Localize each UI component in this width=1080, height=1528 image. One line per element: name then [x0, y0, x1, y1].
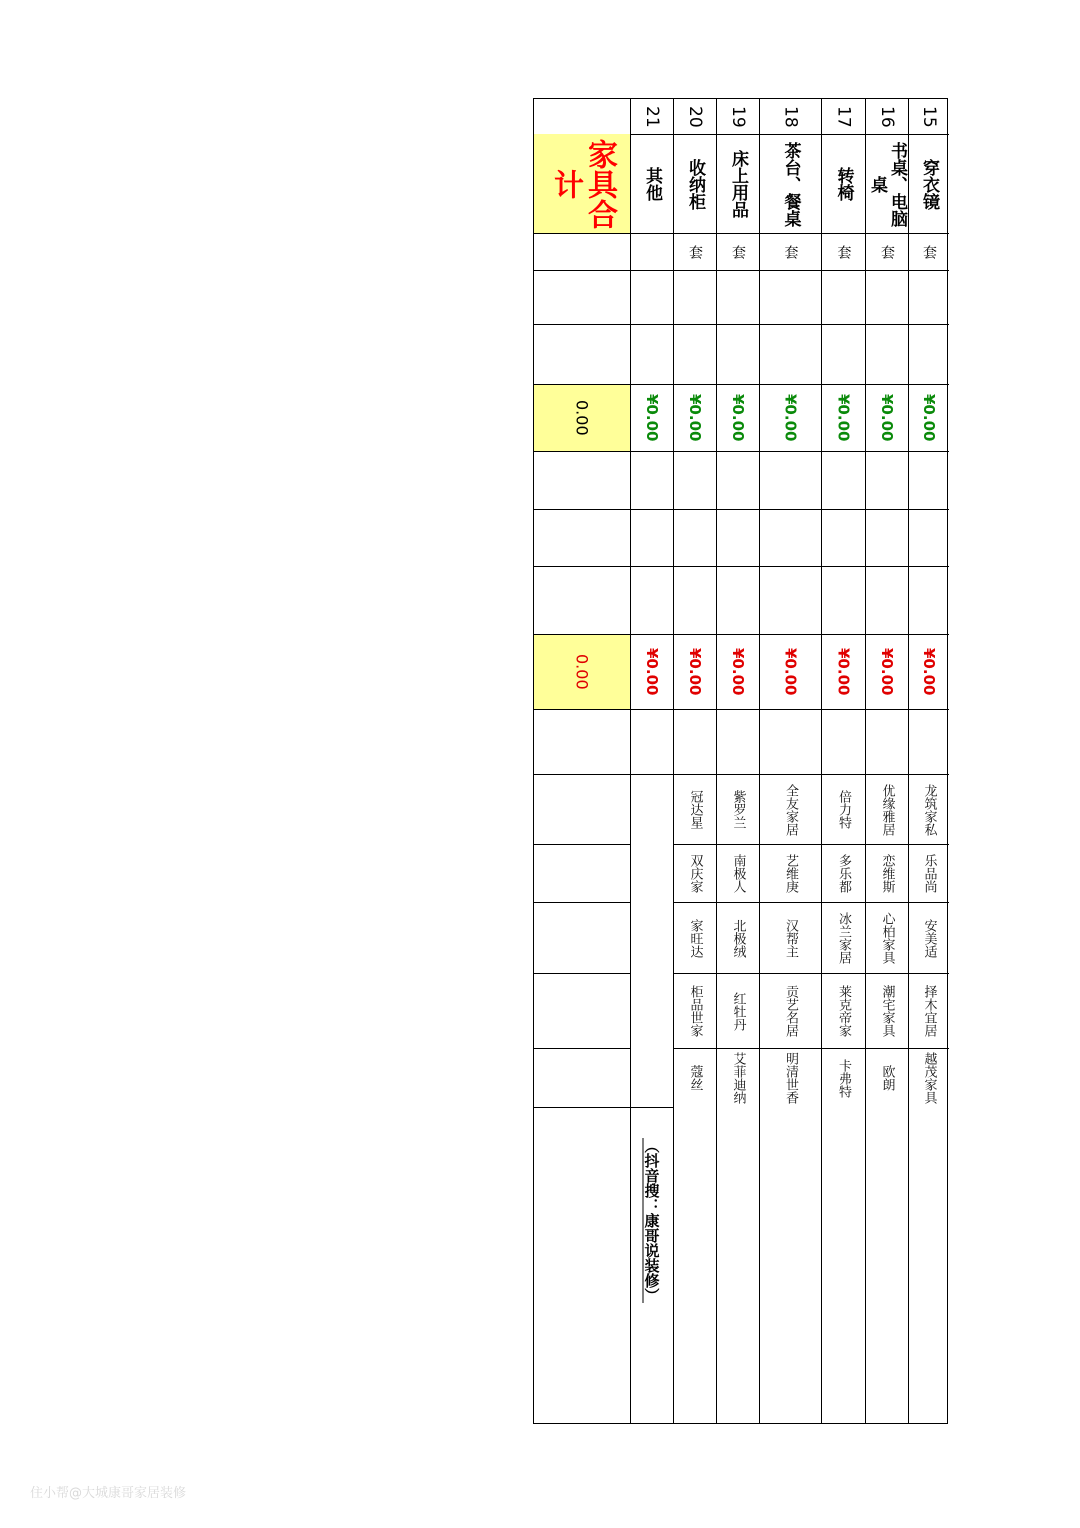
subtotal-value: ¥0.00: [834, 394, 853, 442]
blank-cell: [534, 324, 630, 384]
item-number: 15: [919, 105, 939, 128]
unit-cell: [760, 233, 821, 270]
brand-cell: [909, 902, 949, 973]
amount-value: ¥0.00: [920, 648, 938, 696]
subtotal-value: ¥0.00: [920, 394, 938, 442]
item-name: 收纳柜: [685, 158, 705, 210]
subtotal-value: ¥0.00: [643, 394, 661, 442]
brand-cell: [674, 1048, 716, 1107]
brand-name: 越茂家具: [921, 1052, 937, 1104]
quantity-cell[interactable]: [717, 270, 759, 324]
total-amount-cell: [534, 634, 630, 709]
item-name-cell: [674, 134, 716, 233]
unit-cell: [822, 233, 865, 270]
total-amount-value: 0.00: [572, 654, 592, 690]
unit-price-cell[interactable]: [866, 324, 908, 384]
amount-cell: [674, 634, 716, 709]
unit-cell: [631, 233, 673, 270]
blank-cell[interactable]: [674, 451, 716, 509]
item-name-cell: [717, 134, 759, 233]
brand-name: 心柏家具: [879, 912, 895, 964]
brand-name: 龙筑家私: [921, 783, 937, 836]
brand-cell: [866, 902, 908, 973]
item-name: 穿衣镜: [919, 158, 939, 210]
brand-name: 欧朗: [879, 1065, 895, 1091]
brand-cell: [760, 902, 821, 973]
amount-cell: [909, 634, 949, 709]
total-subtotal-value: 0.00: [572, 400, 592, 436]
brand-name: 倍力特: [836, 790, 851, 829]
total-subtotal-cell: [534, 384, 630, 451]
blank-cell[interactable]: [717, 509, 759, 566]
brand-name: 贡艺名居: [783, 985, 798, 1037]
quantity-cell[interactable]: [822, 270, 865, 324]
item-number-cell: [631, 99, 673, 134]
subtotal-value: ¥0.00: [729, 394, 747, 442]
blank-cell: [534, 509, 630, 566]
brand-cell: [674, 973, 716, 1048]
subtotal-cell: [717, 384, 759, 451]
brand-cell: [822, 973, 865, 1048]
blank-cell[interactable]: [909, 509, 949, 566]
brand-name: 恋维斯: [879, 854, 895, 893]
table-row: [821, 99, 865, 1423]
blank-cell: [534, 709, 630, 774]
brand-name: 多乐都: [836, 854, 851, 893]
item-unit: 套: [730, 245, 746, 259]
item-number-cell: [866, 99, 908, 134]
amount-cell: [822, 634, 865, 709]
amount-value: ¥0.00: [686, 648, 704, 696]
unit-cell: [674, 233, 716, 270]
brand-cell: [760, 774, 821, 844]
item-name-cell: [760, 134, 821, 233]
item-number: 21: [642, 105, 662, 128]
quantity-cell[interactable]: [866, 270, 908, 324]
total-title: 家具合计: [548, 138, 617, 229]
brand-name: 汉帮主: [783, 918, 798, 958]
blank-cell[interactable]: [631, 451, 673, 509]
brand-name: 冰兰家居: [836, 912, 851, 964]
brand-name: 紫罗兰: [730, 790, 746, 829]
blank-cell[interactable]: [866, 566, 908, 634]
blank-cell: [534, 566, 630, 634]
subtotal-value: ¥0.00: [781, 394, 800, 442]
subtotal-cell: [909, 384, 949, 451]
item-number: 20: [685, 105, 705, 128]
blank-cell[interactable]: [674, 566, 716, 634]
brand-name: 双庆家: [687, 854, 703, 893]
brand-cell: [866, 844, 908, 902]
brand-name: 红牡丹: [730, 991, 746, 1031]
brand-cell: [866, 1048, 908, 1107]
blank-cell: [534, 233, 630, 270]
brand-cell: [674, 774, 716, 844]
blank-cell[interactable]: [909, 566, 949, 634]
remark-cell[interactable]: [866, 709, 908, 774]
brand-name: 乐品尚: [921, 854, 937, 893]
brand-cell: [822, 1048, 865, 1107]
blank-cell[interactable]: [631, 566, 673, 634]
blank-cell[interactable]: [822, 509, 865, 566]
brand-name: 莱克帝家: [836, 985, 851, 1037]
brand-cell: [674, 902, 716, 973]
remark-cell[interactable]: [822, 709, 865, 774]
subtotal-cell: [822, 384, 865, 451]
subtotal-cell: [866, 384, 908, 451]
table-row: [630, 99, 673, 1423]
blank-cell[interactable]: [717, 451, 759, 509]
amount-value: ¥0.00: [834, 648, 853, 696]
subtotal-cell: [674, 384, 716, 451]
blank-cell: [534, 844, 630, 902]
blank-cell: [534, 1107, 630, 1425]
blank-cell[interactable]: [760, 509, 821, 566]
brand-cell: [717, 774, 759, 844]
item-number-cell: [760, 99, 821, 134]
item-name-cell: [909, 134, 949, 233]
amount-value: ¥0.00: [643, 648, 661, 696]
brand-name: 择木宜居: [921, 985, 937, 1037]
brand-cell: [822, 774, 865, 844]
item-name-cell: [822, 134, 865, 233]
brand-name: 卡弗特: [836, 1058, 851, 1098]
brand-cell: [822, 844, 865, 902]
brand-name: 冠达星: [687, 790, 703, 829]
item-name: 书桌、电脑桌: [867, 141, 907, 227]
quantity-cell[interactable]: [909, 270, 949, 324]
brand-name: 柜品世家: [687, 985, 703, 1037]
table-row: [716, 99, 759, 1423]
remark-cell[interactable]: [674, 709, 716, 774]
remark-cell[interactable]: [909, 709, 949, 774]
blank-cell: [534, 774, 630, 844]
brand-name: 艺维庚: [783, 854, 798, 893]
amount-cell: [866, 634, 908, 709]
table-row: [759, 99, 821, 1423]
remark-cell[interactable]: [760, 709, 821, 774]
brand-name: 南极人: [730, 854, 746, 893]
brand-cell: [909, 1048, 949, 1107]
blank-cell: [534, 270, 630, 324]
brand-name: 蔻丝: [687, 1065, 703, 1091]
item-number-cell: [822, 99, 865, 134]
item-name: 茶台、餐桌: [780, 141, 801, 227]
brand-cell: [909, 844, 949, 902]
unit-price-cell[interactable]: [631, 324, 673, 384]
blank-cell: [534, 973, 630, 1048]
unit-price-cell[interactable]: [717, 324, 759, 384]
item-name-cell: [866, 134, 908, 233]
item-number: 19: [728, 105, 748, 128]
brand-cell: [631, 774, 673, 1107]
unit-price-cell[interactable]: [760, 324, 821, 384]
item-number-cell: [674, 99, 716, 134]
table-row: [673, 99, 716, 1423]
item-name: 其他: [642, 167, 662, 201]
brand-cell: [717, 973, 759, 1048]
unit-price-cell[interactable]: [674, 324, 716, 384]
brand-name: 安美适: [921, 918, 937, 958]
blank-cell[interactable]: [822, 566, 865, 634]
brand-cell: [760, 844, 821, 902]
amount-cell: [760, 634, 821, 709]
subtotal-value: ¥0.00: [686, 394, 704, 442]
blank-cell: [534, 451, 630, 509]
brand-name: 艾菲迪纳: [730, 1052, 746, 1104]
amount-cell: [717, 634, 759, 709]
item-unit: 套: [835, 245, 852, 259]
note-cell: [631, 1107, 673, 1425]
table-row: [865, 99, 908, 1423]
table-row: [908, 99, 949, 1423]
amount-value: ¥0.00: [781, 648, 800, 696]
amount-value: ¥0.00: [878, 648, 896, 696]
total-title-cell: [534, 134, 630, 233]
blank-cell[interactable]: [717, 566, 759, 634]
item-number-cell: [717, 99, 759, 134]
brand-cell: [760, 973, 821, 1048]
item-number: 17: [833, 105, 854, 128]
item-name-cell: [631, 134, 673, 233]
unit-price-cell[interactable]: [909, 324, 949, 384]
quantity-cell[interactable]: [631, 270, 673, 324]
subtotal-cell: [631, 384, 673, 451]
brand-cell: [760, 1048, 821, 1107]
unit-cell: [909, 233, 949, 270]
item-name: 转椅: [833, 167, 854, 201]
brand-cell: [717, 902, 759, 973]
item-unit: 套: [782, 245, 799, 259]
brand-cell: [866, 774, 908, 844]
unit-cell: [717, 233, 759, 270]
blank-cell[interactable]: [760, 451, 821, 509]
watermark-text: 住小帮@大城康哥家居装修: [30, 1486, 187, 1501]
brand-name: 全友家居: [783, 783, 798, 836]
blank-cell[interactable]: [760, 566, 821, 634]
item-number: 18: [780, 105, 801, 128]
blank-cell[interactable]: [822, 451, 865, 509]
unit-cell: [866, 233, 908, 270]
total-row: [534, 99, 630, 1423]
blank-cell[interactable]: [674, 509, 716, 566]
brand-cell: [909, 774, 949, 844]
brand-cell: [866, 973, 908, 1048]
brand-cell: [674, 844, 716, 902]
furniture-budget-table: [533, 98, 948, 1424]
brand-cell: [822, 902, 865, 973]
brand-name: 潮宅家具: [879, 985, 895, 1037]
remark-cell[interactable]: [631, 709, 673, 774]
amount-value: ¥0.00: [729, 648, 747, 696]
blank-cell: [534, 902, 630, 973]
blank-cell[interactable]: [866, 451, 908, 509]
remark-cell[interactable]: [717, 709, 759, 774]
subtotal-cell: [760, 384, 821, 451]
note-text: （抖音搜：康哥说装修）: [642, 1138, 661, 1303]
blank-cell[interactable]: [909, 451, 949, 509]
brand-name: 明清世香: [783, 1052, 798, 1104]
brand-name: 北极绒: [730, 918, 746, 958]
item-unit: 套: [921, 245, 937, 259]
blank-cell: [534, 1048, 630, 1107]
brand-name: 家旺达: [687, 918, 703, 958]
quantity-cell[interactable]: [674, 270, 716, 324]
brand-name: 优缘雅居: [879, 783, 895, 836]
quantity-cell[interactable]: [760, 270, 821, 324]
item-unit: 套: [687, 245, 703, 259]
unit-price-cell[interactable]: [822, 324, 865, 384]
brand-cell: [717, 1048, 759, 1107]
item-name: 床上用品: [728, 150, 748, 218]
brand-cell: [717, 844, 759, 902]
blank-cell[interactable]: [866, 509, 908, 566]
item-number: 16: [877, 105, 897, 128]
amount-cell: [631, 634, 673, 709]
brand-cell: [909, 973, 949, 1048]
item-number-cell: [909, 99, 949, 134]
blank-cell[interactable]: [631, 509, 673, 566]
subtotal-value: ¥0.00: [878, 394, 896, 442]
item-unit: 套: [879, 245, 895, 259]
